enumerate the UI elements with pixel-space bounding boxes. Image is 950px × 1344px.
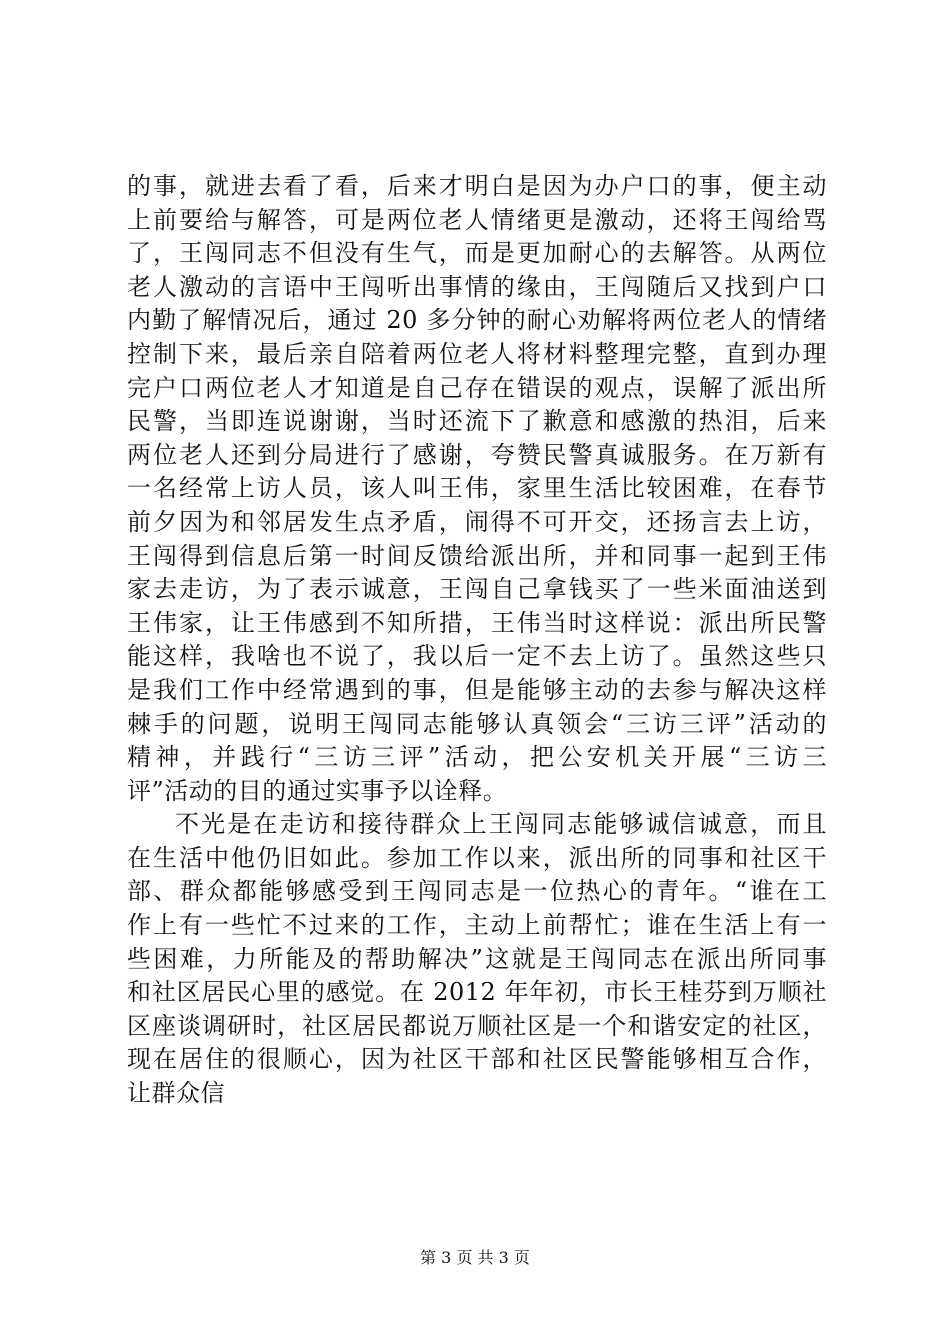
text-line: 区座谈调研时，社区居民都说万顺社区是一个和谐安定的社区， bbox=[127, 1011, 827, 1040]
page-footer bbox=[0, 1247, 950, 1269]
text-line: 家去走访，为了表示诚意，王闯自己拿钱买了一些米面油送到 bbox=[127, 575, 827, 604]
page-number-label: 第 3 页 共 3 页 bbox=[420, 1248, 530, 1267]
text-line: 作上有一些忙不过来的工作，主动上前帮忙；谁在生活上有一 bbox=[127, 911, 827, 940]
text-line: 的事，就进去看了看，后来才明白是因为办户口的事，便主动 bbox=[127, 172, 827, 200]
text-line: 老人激动的言语中王闯听出事情的缘由，王闯随后又找到户口 bbox=[127, 272, 827, 301]
text-line: 让群众信 bbox=[127, 1079, 225, 1108]
text-line: 了，王闯同志不但没有生气，而是更加耐心的去解答。从两位 bbox=[127, 239, 827, 268]
text-line: 部、群众都能够感受到王闯同志是一位热心的青年。“谁在工 bbox=[127, 877, 827, 906]
text-line: 完户口两位老人才知道是自己存在错误的观点，误解了派出所 bbox=[127, 373, 827, 402]
text-line: 前夕因为和邻居发生点矛盾，闹得不可开交，还扬言去上访， bbox=[127, 507, 827, 536]
text-line: 评”活动的目的通过实事予以诠释。 bbox=[127, 776, 508, 805]
text-line: 精神，并践行“三访三评”活动，把公安机关开展“三访三 bbox=[127, 743, 827, 772]
text-line: 些困难，力所能及的帮助解决”这就是王闯同志在派出所同事 bbox=[127, 944, 827, 973]
text-line: 上前要给与解答，可是两位老人情绪更是激动，还将王闯给骂 bbox=[127, 205, 827, 234]
text-line: 两位老人还到分局进行了感谢，夸赞民警真诚服务。在万新有 bbox=[127, 440, 827, 469]
text-line: 控制下来，最后亲自陪着两位老人将材料整理完整，直到办理 bbox=[127, 339, 827, 368]
text-line: 民警，当即连说谢谢，当时还流下了歉意和感激的热泪，后来 bbox=[127, 407, 827, 436]
text-line: 王闯得到信息后第一时间反馈给派出所，并和同事一起到王伟 bbox=[127, 541, 827, 570]
paragraph-start-line: 不光是在走访和接待群众上王闯同志能够诚信诚意，而且 bbox=[175, 810, 827, 839]
text-line: 一名经常上访人员，该人叫王伟，家里生活比较困难，在春节 bbox=[127, 474, 827, 503]
body-text bbox=[127, 170, 827, 1111]
text-line: 在生活中他仍旧如此。参加工作以来，派出所的同事和社区干 bbox=[127, 843, 827, 872]
text-line: 能这样，我啥也不说了，我以后一定不去上访了。虽然这些只 bbox=[127, 642, 827, 671]
text-line: 内勤了解情况后，通过 20 多分钟的耐心劝解将两位老人的情绪 bbox=[127, 306, 827, 335]
text-line: 棘手的问题，说明王闯同志能够认真领会“三访三评”活动的 bbox=[127, 709, 827, 738]
text-line: 现在居住的很顺心，因为社区干部和社区民警能够相互合作， bbox=[127, 1045, 827, 1074]
text-line: 王伟家，让王伟感到不知所措，王伟当时这样说：派出所民警 bbox=[127, 608, 827, 637]
text-line: 和社区居民心里的感觉。在 2012 年年初，市长王桂芬到万顺社 bbox=[127, 978, 827, 1007]
text-line: 是我们工作中经常遇到的事，但是能够主动的去参与解决这样 bbox=[127, 675, 827, 704]
